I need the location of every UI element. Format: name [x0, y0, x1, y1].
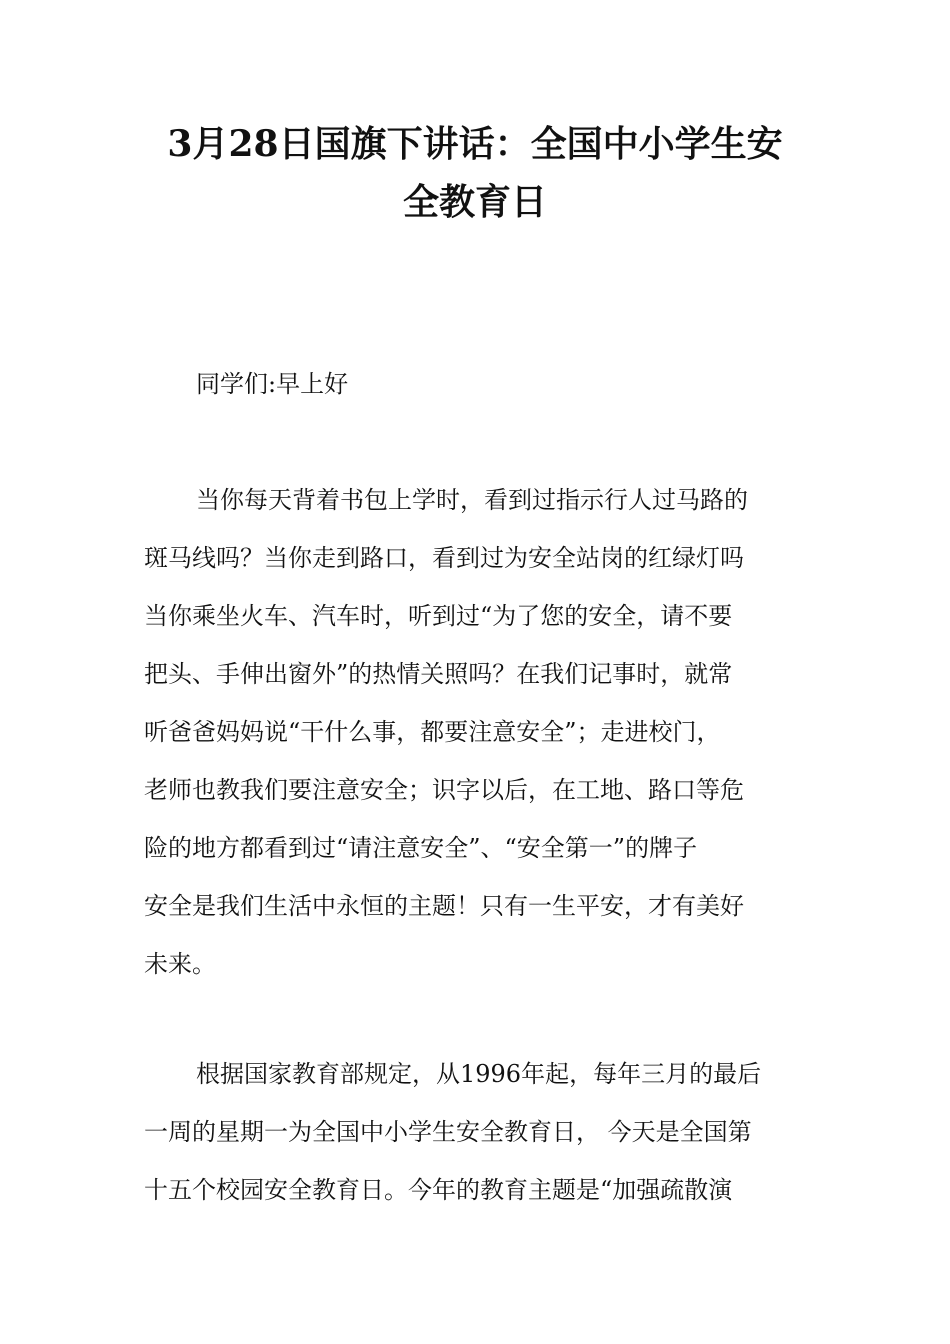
paragraph-2-line: 十五个校园安全教育日。今年的教育主题是“加强疏散演	[144, 1176, 733, 1204]
paragraph-1-line: 险的地方都看到过“请注意安全”、“安全第一”的牌子	[144, 834, 698, 862]
paragraph-1-line: 安全是我们生活中永恒的主题！只有一生平安，才有美好	[144, 892, 744, 920]
greeting-line: 同学们:早上好	[196, 370, 349, 398]
paragraph-1-line: 斑马线吗？当你走到路口，看到过为安全站岗的红绿灯吗	[144, 544, 744, 572]
paragraph-1	[144, 471, 806, 993]
paragraph-1-line: 听爸爸妈妈说“干什么事，都要注意安全”；走进校门，	[144, 718, 721, 746]
paragraph-2-line: 根据国家教育部规定，从1996年起，每年三月的最后	[196, 1060, 762, 1088]
greeting-paragraph	[144, 355, 806, 413]
paragraph-1-line: 未来。	[144, 950, 216, 978]
document-title-line-2: 全教育日	[402, 181, 547, 223]
paragraph-2	[144, 1045, 806, 1219]
paragraph-1-line: 当你乘坐火车、汽车时，听到过“为了您的安全，请不要	[144, 602, 733, 630]
paragraph-2-line: 一周的星期一为全国中小学生安全教育日， 今天是全国第	[144, 1118, 752, 1146]
document-title-line-1: 3月28日国旗下讲话：全国中小学生安	[167, 123, 783, 165]
paragraph-1-line: 老师也教我们要注意安全；识字以后，在工地、路口等危	[144, 776, 744, 804]
paragraph-1-line: 当你每天背着书包上学时，看到过指示行人过马路的	[196, 486, 748, 514]
paragraph-1-line: 把头、手伸出窗外”的热情关照吗？在我们记事时，就常	[144, 660, 733, 688]
